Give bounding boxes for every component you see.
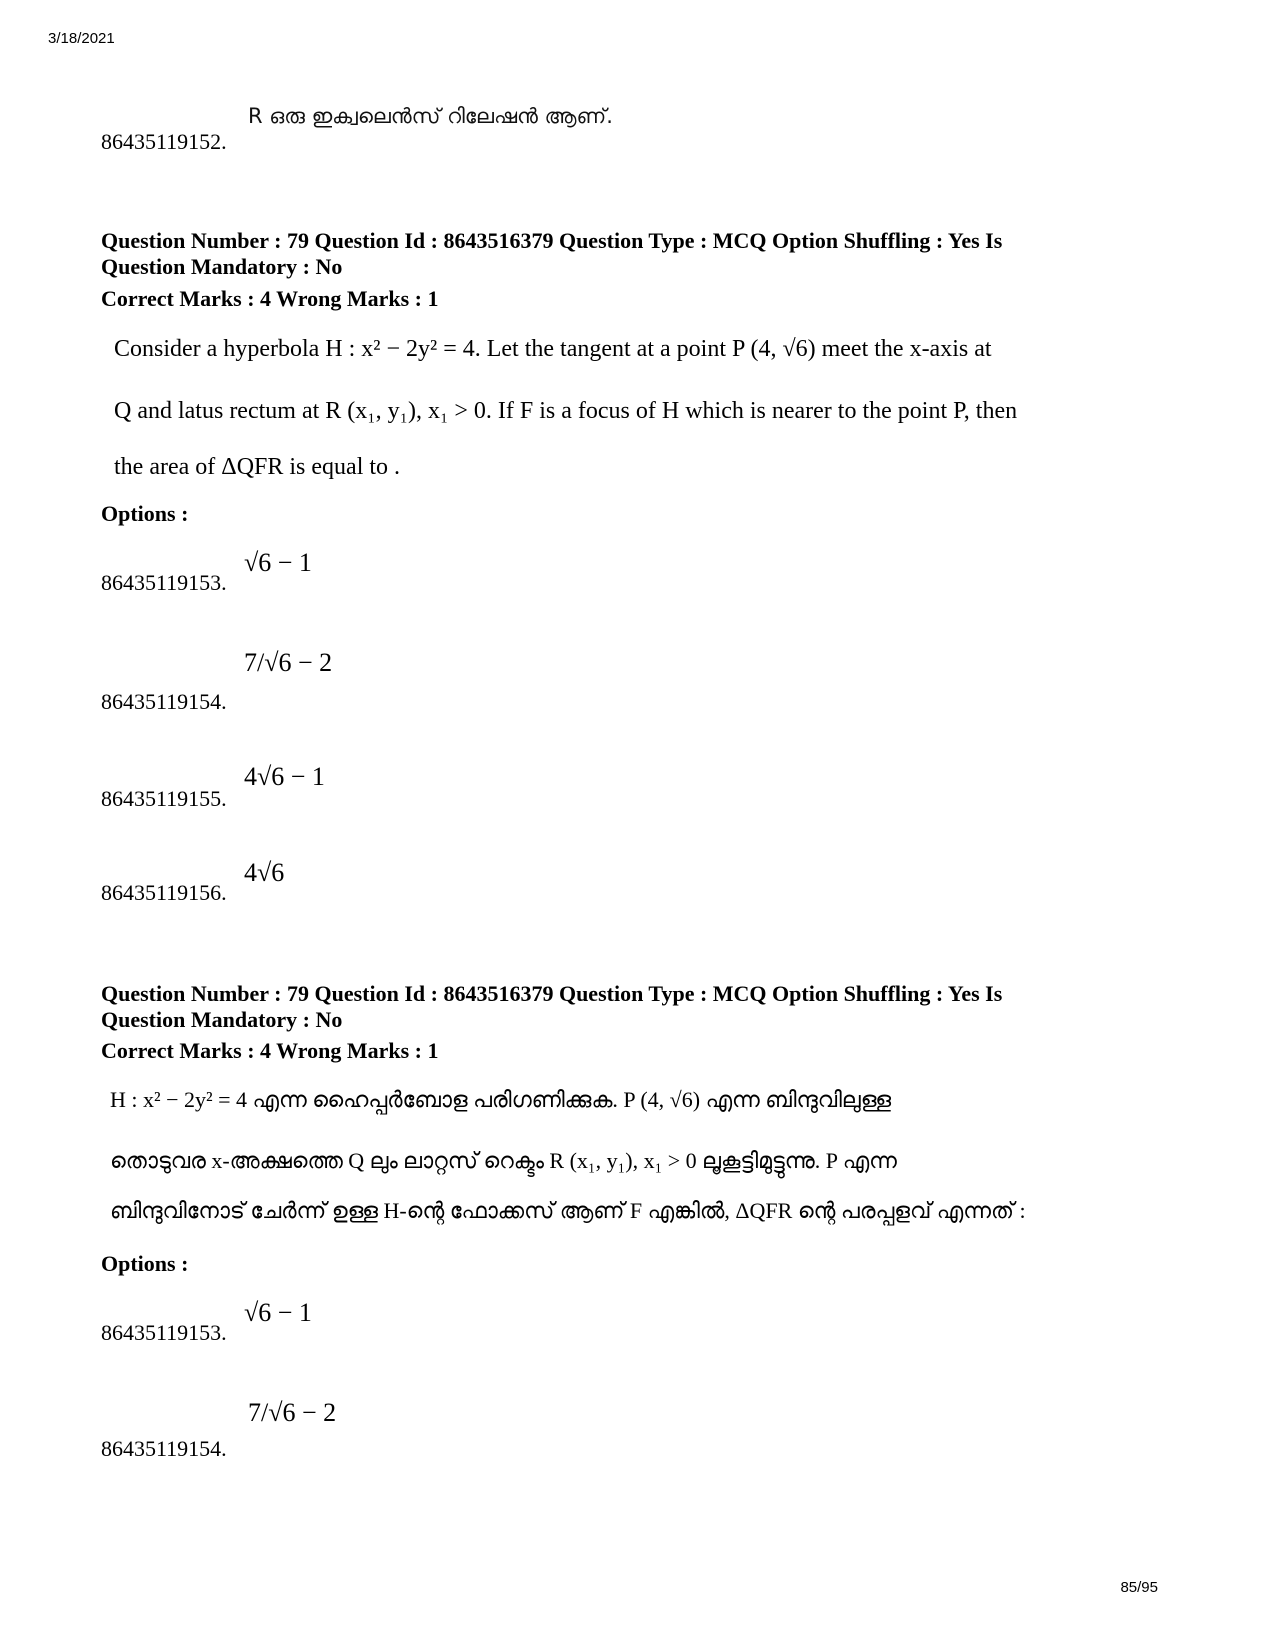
question-meta-line1: Question Number : 79 Question Id : 8643516379 Question Type : MCQ Option Shuffling : Yes Is [101, 228, 1003, 253]
option-number: 86435119155. [101, 786, 227, 811]
question-line-1: H : x² − 2y² = 4 എന്ന ഹൈപ്പർബോള പരിഗണിക്കുക. P (4, √6) എന്ന ബിന്ദുവിലുള്ള [110, 1087, 892, 1112]
question-meta [101, 981, 1181, 1033]
option-expr: 4√6 [244, 858, 285, 887]
question-marks: Correct Marks : 4 Wrong Marks : 1 [101, 1038, 439, 1063]
option-expr: √6 − 1 [244, 1298, 312, 1327]
question-line-3: ബിന്ദുവിനോട് ചേർന്ന് ഉള്ള H-ന്റെ ഫോക്കസ് ആണ് F എങ്കിൽ, ΔQFR ന്റെ പരപ്പളവ് എന്നത് : [110, 1198, 1026, 1223]
option-expr: 7/√6 − 2 [248, 1398, 337, 1427]
page-number: 85/95 [1120, 1579, 1158, 1596]
question-line-3: the area of ΔQFR is equal to . [114, 454, 401, 480]
option-expr: 4√6 − 1 [244, 762, 325, 791]
option-number: 86435119154. [101, 1436, 227, 1461]
question-marks: Correct Marks : 4 Wrong Marks : 1 [101, 286, 439, 311]
prev-option-text: R ഒരു ഇക്വലെൻസ് റിലേഷൻ ആണ്. [248, 104, 613, 128]
question-meta [101, 228, 1181, 280]
question-meta-line2: Question Mandatory : No [101, 1007, 343, 1032]
option-number: 86435119153. [101, 570, 227, 595]
question-line-2: തൊടുവര x-അക്ഷത്തെ Q ലും ലാറ്റസ് റെക്ടം R (x₁, y₁), x₁ > 0 ലൂകൂട്ടിമുട്ടുന്നു. P എന്ന [110, 1148, 897, 1173]
option-expr: √6 − 1 [244, 548, 312, 577]
question-meta-line2: Question Mandatory : No [101, 254, 343, 279]
prev-option-number: 86435119152. [101, 129, 227, 154]
option-number: 86435119154. [101, 689, 227, 714]
question-line-2: Q and latus rectum at R (x₁, y₁), x₁ > 0. If F is a focus of H which is nearer to the point P, then [114, 398, 1018, 424]
option-number: 86435119153. [101, 1320, 227, 1345]
header-date: 3/18/2021 [48, 30, 115, 47]
option-expr: 7/√6 − 2 [244, 648, 333, 677]
options-label: Options : [101, 501, 189, 526]
question-meta-line1: Question Number : 79 Question Id : 8643516379 Question Type : MCQ Option Shuffling : Yes Is [101, 981, 1003, 1006]
options-label: Options : [101, 1251, 189, 1276]
question-line-1: Consider a hyperbola H : x² − 2y² = 4. Let the tangent at a point P (4, √6) meet the x-axis at [114, 336, 992, 362]
option-number: 86435119156. [101, 880, 227, 905]
